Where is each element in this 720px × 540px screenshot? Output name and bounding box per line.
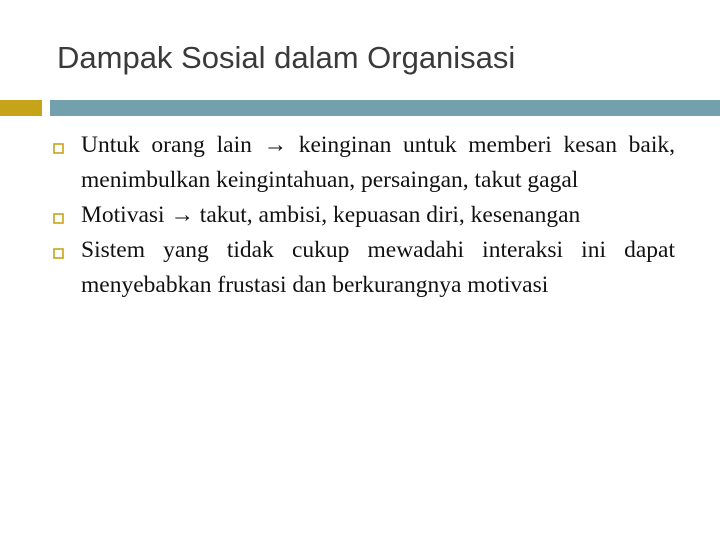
bullet-item	[0, 198, 720, 233]
hollow-square-bullet-icon	[53, 248, 64, 259]
bullet-text: Sistem yang tidak cukup mewadahi interaksi ini dapat menyebabkan frustasi dan berkurangnya motivasi	[81, 237, 675, 298]
bullet-item	[0, 233, 720, 303]
bullet-text: Motivasi → takut, ambisi, kepuasan diri, kesenangan	[81, 202, 581, 228]
bullet-text: Untuk orang lain → keinginan untuk memberi kesan baik, menimbulkan keingintahuan, persaingan, takut gagal	[81, 132, 675, 193]
bullet-item	[0, 128, 720, 198]
hollow-square-bullet-icon	[53, 213, 64, 224]
bullet-list	[0, 128, 720, 303]
slide-title: Dampak Sosial dalam Organisasi	[57, 40, 516, 75]
title-accent-bar	[0, 100, 42, 116]
title-divider	[50, 100, 720, 116]
hollow-square-bullet-icon	[53, 143, 64, 154]
